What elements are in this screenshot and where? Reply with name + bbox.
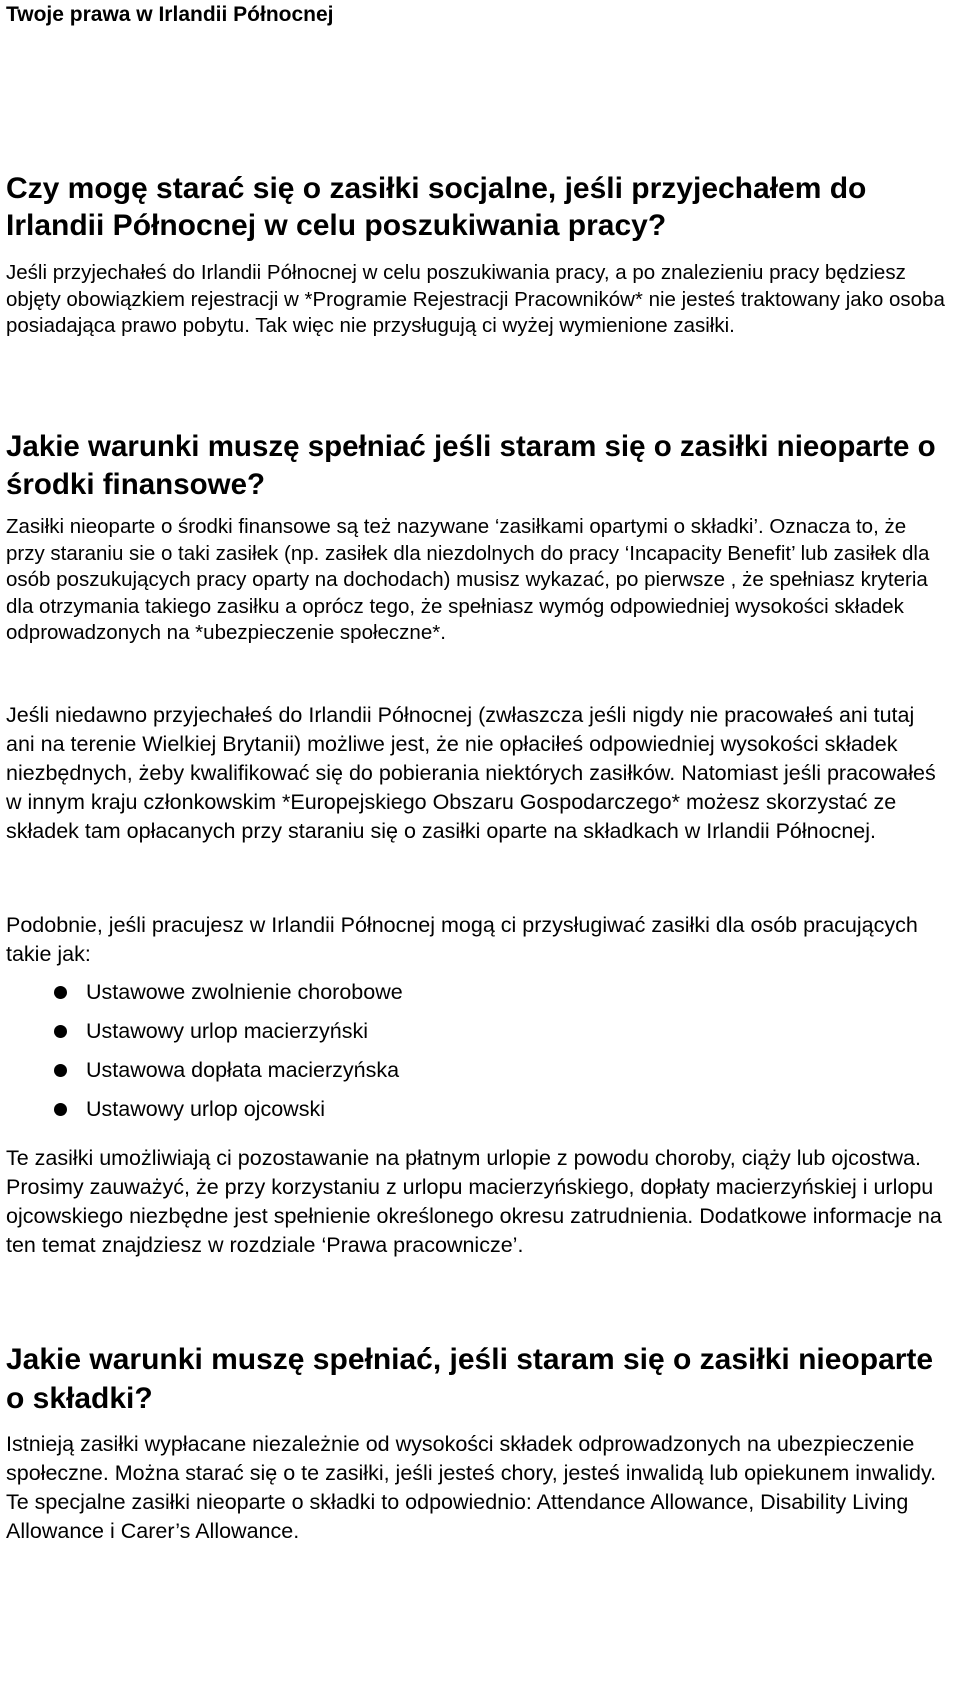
- bullet-icon: [54, 1103, 67, 1116]
- list-item-label: Ustawowe zwolnienie chorobowe: [86, 980, 403, 1004]
- paragraph-paid-leave: Te zasiłki umożliwiają ci pozostawanie na płatnym urlopie z powodu choroby, ciąży lub ojcostwa. Prosimy zauważyć, że przy korzystaniu z urlopu macierzyńskiego, dopłaty macierzyńskiej i urlopu ojcowskiego niezbędne jest spełnienie określonego okresu zatrudnienia. Dodatkowe informacje na ten temat znajdziesz w rozdziale ‘Prawa pracownicze’.: [6, 1146, 942, 1257]
- list-item-label: Ustawowa dopłata macierzyńska: [86, 1058, 400, 1082]
- paragraph-contribution-based: Zasiłki nieoparte o środki finansowe są też nazywane ‘zasiłkami opartymi o składki’. Oznacza to, że przy staraniu sie o taki zasiłek (np. zasiłek dla niezdolnych do pracy ‘Incapacity Benefit’ lub zasiłek dla osób poszukujących pracy oparty na dochodach) musisz wykazać, po pierwsze , że spełniasz kryteria dla otrzymania takiego zasiłku a oprócz tego, że spełniasz wymóg odpowiedniej wysokości składek odprowadzonych na *ubezpieczenie społeczne*.: [6, 515, 930, 644]
- paragraph-job-seeking: Jeśli przyjechałeś do Irlandii Północnej w celu poszukiwania pracy, a po znalezieniu pracy będziesz objęty obowiązkiem rejestracji w *Programie Rejestracji Pracowników* nie jesteś traktowany jako osoba posiadająca prawo pobytu. Tak więc nie przysługują ci wyżej wymienione zasiłki.: [6, 261, 945, 337]
- list-item: [6, 1056, 946, 1095]
- section-heading-non-means-tested: Jakie warunki muszę spełniać jeśli staram się o zasiłki nieoparte o środki finansowe?: [6, 430, 936, 501]
- list-item: [6, 1017, 946, 1056]
- document-header: Twoje prawa w Irlandii Północnej: [6, 3, 334, 26]
- paragraph-non-contributory: Istnieją zasiłki wypłacane niezależnie od wysokości składek odprowadzonych na ubezpieczenie społeczne. Można starać się o te zasiłki, jeśli jesteś chory, jesteś inwalidą lub opiekunem inwalidy. Te specjalne zasiłki nieoparte o składki to odpowiednio: Attendance Allowance, Disability Living Allowance i Carer’s Allowance.: [6, 1432, 937, 1543]
- list-item-label: Ustawowy urlop macierzyński: [86, 1019, 368, 1043]
- working-benefits-list: [6, 978, 946, 1134]
- section-heading-non-contributory: Jakie warunki muszę spełniać, jeśli staram się o zasiłki nieoparte o składki?: [6, 1343, 934, 1415]
- bullet-icon: [54, 1064, 67, 1077]
- list-item: [6, 978, 946, 1017]
- bullet-icon: [54, 1025, 67, 1038]
- paragraph-working-benefits: Podobnie, jeśli pracujesz w Irlandii Północnej mogą ci przysługiwać zasiłki dla osób pracujących takie jak:: [6, 913, 918, 966]
- section-heading-job-seeking: Czy mogę starać się o zasiłki socjalne, jeśli przyjechałem do Irlandii Północnej w celu poszukiwania pracy?: [6, 172, 867, 242]
- bullet-icon: [54, 986, 67, 999]
- paragraph-recent-arrivals: Jeśli niedawno przyjechałeś do Irlandii Północnej (zwłaszcza jeśli nigdy nie pracowałeś ani tutaj ani na terenie Wielkiej Brytanii) możliwe jest, że nie opłaciłeś odpowiedniej wysokości składek niezbędnych, żeby kwalifikować się do pobierania niektórych zasiłków. Natomiast jeśli pracowałeś w innym kraju członkowskim *Europejskiego Obszaru Gospodarczego* możesz skorzystać ze składek tam opłacanych przy staraniu się o zasiłki oparte na składkach w Irlandii Północnej.: [6, 703, 936, 843]
- list-item: [6, 1095, 946, 1134]
- list-item-label: Ustawowy urlop ojcowski: [86, 1097, 325, 1121]
